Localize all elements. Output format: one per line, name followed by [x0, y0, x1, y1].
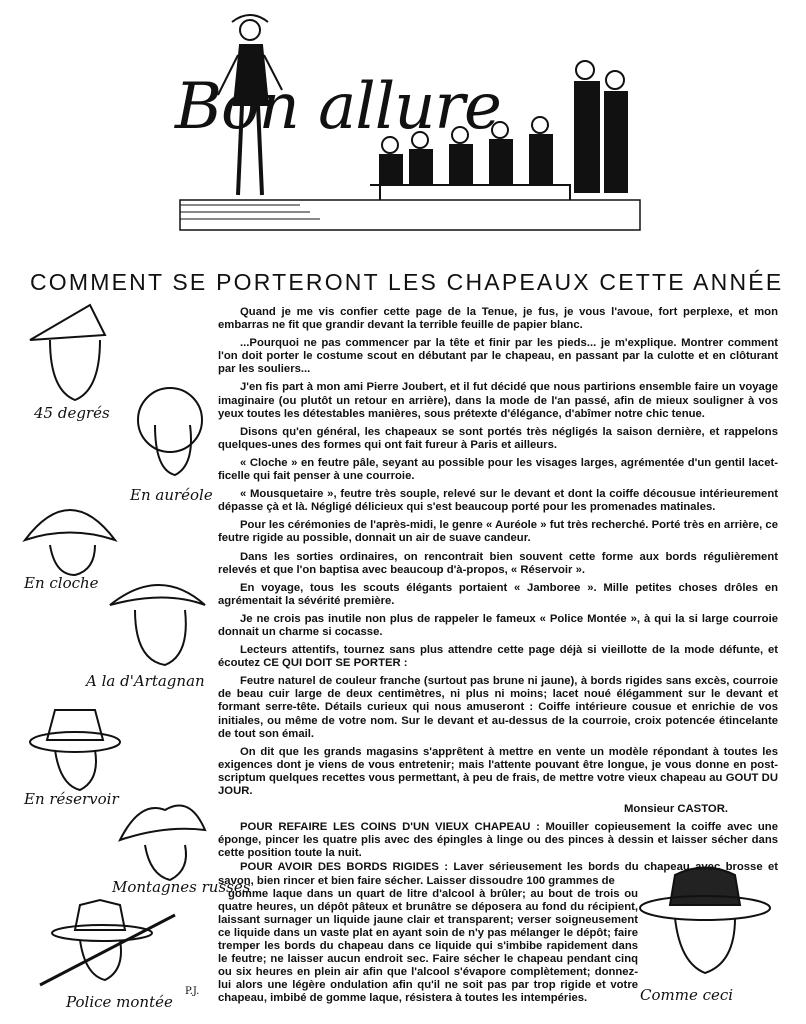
hat-sketch-cloche — [20, 490, 120, 580]
article-body — [218, 306, 778, 1011]
hat-sketch-montagnes-russes — [115, 800, 210, 885]
caption-aureole: En auréole — [130, 486, 213, 504]
page-title: COMMENT SE PORTERONT LES CHAPEAUX CETTE ANNÉE — [30, 269, 784, 296]
recipe-rigid-brims: POUR AVOIR DES BORDS RIGIDES : Laver sérieusement les bords du chapeau avec brosse et savon, bien rincer et bien faire sécher. Laisser dissoudre 100 grammes de — [218, 861, 778, 887]
artist-initials: P.J. — [185, 986, 200, 997]
hat-sketch-45-degres — [20, 300, 110, 410]
paragraph: Quand je me vis confier cette page de la Tenue, je fus, je vous l'avoue, fort perplexe, et mon embarras ne fit que grandir devant la terrible feuille de papier blanc. — [218, 306, 778, 332]
paragraph: « Mousquetaire », feutre très souple, relevé sur le devant et dont la coiffe décousue intérieurement dépasse çà et là. Négligé délicieux qui s'est beaucoup porté pour les promenades matinales. — [218, 488, 778, 514]
paragraph: Feutre naturel de couleur franche (surtout pas brune ni jaune), à bords rigides sans excès, courroie de beau cuir large de deux centimètres, ni plus ni moins; lacet noué élégamment sur le devant et formant serre-tête. Détails curieux qui nous amuseront : Coiffe intérieure cousue et enrichie de vos initiales, ou même de votre nom. Sur le devant et au-dessus de la courroie, croix potencée étincelante de tout son émail. — [218, 675, 778, 740]
paragraph: Dans les sorties ordinaires, on rencontrait bien souvent cette forme aux bords régulièrement relevés et que l'on baptisa avec beaucoup d'à-propos, « Réservoir ». — [218, 550, 778, 576]
paragraph: J'en fis part à mon ami Pierre Joubert, et il fut décidé que nous partirions ensemble faire un voyage imaginaire (ou plutôt un retour en arrière), dans la mode de l'an passé, afin de mieux souligner à vos yeux toutes les détestables manières, sous prétexte d'élégance, d'abîmer notre chic tenue. — [218, 381, 778, 420]
logo — [175, 70, 501, 144]
paragraph: On dit que les grands magasins s'apprêtent à mettre en vente un modèle répondant à toutes les exigences dont je viens de vous entretenir; mais l'attente pouvant être longue, je vous donne en post-scriptum quelques recettes vous permettant, à peu de frais, de mettre votre vieux chapeau au GOUT DU JOUR. — [218, 745, 778, 797]
hat-sketch-aureole — [130, 385, 210, 485]
signature: Monsieur CASTOR. — [624, 803, 728, 816]
hat-sketch-police-montee — [30, 895, 180, 995]
hat-sketch-reservoir — [25, 700, 125, 795]
recipe-corners: POUR REFAIRE LES COINS D'UN VIEUX CHAPEAU : Mouiller copieusement la coiffe avec une éponge, pincer les quatre plis avec des épingles à linge ou des pinces à dessin et laisser sécher dans cette position toute la nuit. — [218, 821, 778, 860]
caption-reservoir: En réservoir — [24, 790, 119, 808]
hat-sketch-artagnan — [100, 575, 210, 675]
caption-artagnan: A la d'Artagnan — [86, 672, 205, 690]
paragraph: Lecteurs attentifs, tournez sans plus attendre cette page déjà si vieillotte de la mode défunte, et écoutez CE QUI DOIT SE PORTER : — [218, 644, 778, 670]
caption-45-degres: 45 degrés — [34, 404, 110, 422]
paragraph: Disons qu'en général, les chapeaux se sont portés très négligés la saison dernière, et rappelons quelques-unes des formes qui ont fait fureur à Paris et ailleurs. — [218, 425, 778, 451]
caption-montagnes-russes: Montagnes russes — [112, 878, 251, 896]
paragraph: « Cloche » en feutre pâle, seyant au possible pour les visages larges, agrémentée d'un gentil lacet-ficelle qui fait penser à une courroie. — [218, 456, 778, 483]
logo-text: Bon allure — [175, 70, 501, 144]
caption-cloche: En cloche — [24, 574, 99, 592]
recipe-rigid-brims-continued: gomme laque dans un quart de litre d'alcool à brûler; au bout de trois ou quatre heures, un dépôt pâteux et brunâtre se déposera au fond du récipient, laissant surnager un liquide jaune clair et transparent; verser soigneusement ce liquide dans un vaste plat en ayant soin de n'y pas mélanger le dépôt; faire tremper les bords du chapeau dans ce liquide qui s'imbibe rapidement dans le feutre; ne laisser aucun endroit sec. Faire sécher le chapeau pendant cinq ou six heures en plein air afin que l'alcool s'évapore complètement; donnez-lui alors une légère ondulation afin qu'il ne soit pas par trop rigide et votre chapeau, imbibé de gomme laque, résistera à toutes les intempéries. — [218, 887, 638, 1005]
paragraph: ...Pourquoi ne pas commencer par la tête et finir par les pieds... je m'explique. Montrer comment l'on doit porter le costume scout en débutant par le chapeau, en passant par la culotte et en clôturant par les souliers... — [218, 337, 778, 376]
paragraph: Je ne crois pas inutile non plus de rappeler le fameux « Police Montée », à qui la si large courroie donnait un charme si cocasse. — [218, 612, 778, 638]
caption-comme-ceci: Comme ceci — [640, 986, 734, 1004]
paragraph: Pour les cérémonies de l'après-midi, le genre « Auréole » fut très recherché. Porté très en arrière, ce feutre rigide au possible, donnait un air de suave candeur. — [218, 519, 778, 545]
paragraph: En voyage, tous les scouts élégants portaient « Jamboree ». Mille petites choses drôles en agrémentait la sévérité première. — [218, 581, 778, 607]
caption-police-montee: Police montée — [66, 993, 173, 1011]
